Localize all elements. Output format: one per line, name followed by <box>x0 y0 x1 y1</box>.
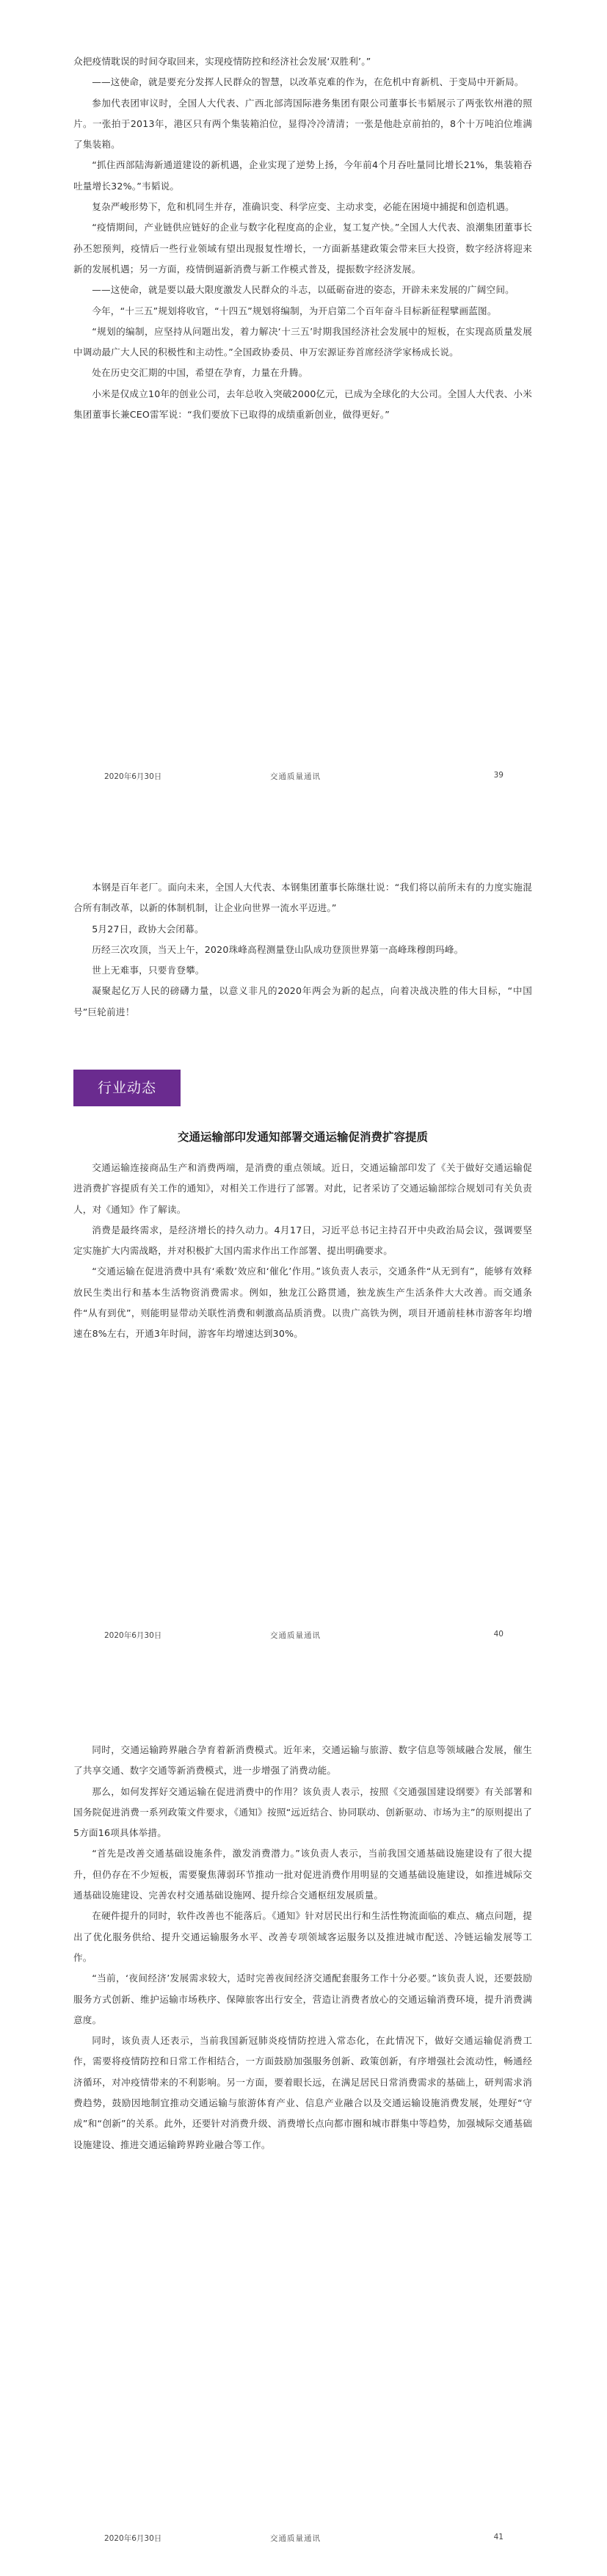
footer-date: 2020年6月30日 <box>104 2534 162 2543</box>
paragraph: 同时，该负责人还表示，当前我国新冠肺炎疫情防控进入常态化，在此情况下，做好交通运输促消费工作，需要将疫情防控和日常工作相结合，一方面鼓励加强服务创新、政策创新，有序增强社会流动性，畅通经济循环，对冲疫情带来的不利影响。另一方面，要着眼长远，在满足居民日常消费需求的基础上，研判需求消费趋势，鼓励因地制宜推动交通运输与旅游体育产业、信息产业融合以及交通运输设施消费发展，处理好“守成”和“创新”的关系。此外，还要针对消费升级、消费增长点向都市圈和城市群集中等趋势，加强城际交通基础设施建设、推进交通运输跨界跨业融合等工作。 <box>73 2035 532 2150</box>
footer-page-number: 39 <box>493 771 504 780</box>
paragraph: 历经三次攻顶，当天上午，2020珠峰高程测量登山队成功登顶世界第一高峰珠穆朗玛峰。 <box>92 943 464 955</box>
footer-date: 2020年6月30日 <box>104 772 162 781</box>
page-40-body <box>73 877 532 1023</box>
paragraph: “首先是改善交通基础设施条件，激发消费潜力。”该负责人表示，当前我国交通基础设施建设有了很大提升，但仍存在不少短板，需要聚焦薄弱环节推动一批对促进消费作用明显的交通基础设施建设，如推进城际交通基础设施建设、完善农村交通基础设施网、提升综合交通枢纽发展质量。 <box>73 1848 532 1901</box>
paragraph: 5月27日，政协大会闭幕。 <box>92 923 204 935</box>
footer-publication-title: 交通质量通讯 <box>270 1631 321 1640</box>
footer-page-number: 41 <box>493 2533 504 2541</box>
page-footer <box>104 2533 504 2546</box>
paragraph: “抓住西部陆海新通道建设的新机遇，企业实现了逆势上扬，今年前4个月吞吐量同比增长21%，集装箱吞吐量增长32%。”韦韬说。 <box>73 159 532 192</box>
paragraph: 同时，交通运输跨界融合孕育着新消费模式。近年来，交通运输与旅游、数字信息等领域融合发展，催生了共享交通、数字交通等新消费模式，进一步增强了消费动能。 <box>73 1744 532 1777</box>
paragraph: 处在历史交汇期的中国，希望在孕育，力量在升腾。 <box>92 367 308 379</box>
paragraph: “规划的编制，应坚持从问题出发，着力解决‘十三五’时期我国经济社会发展中的短板，在实现高质量发展中调动最广大人民的积极性和主动性。”全国政协委员、申万宏源证券首席经济学家杨成长说。 <box>73 325 532 358</box>
page-41-body <box>73 1740 532 2155</box>
paragraph: “当前，‘夜间经济’发展需求较大，适时完善夜间经济交通配套服务工作十分必要。”该负责人说，还要鼓励服务方式创新、维护运输市场秩序、保障旅客出行安全，营造让消费者放心的交通运输消费环境，提升消费满意度。 <box>73 1973 532 2025</box>
paragraph: 在硬件提升的同时，软件改善也不能落后。《通知》针对居民出行和生活性物流面临的难点、痛点问题，提出了优化服务供给、提升交通运输服务水平、改善专项领域客运服务以及推进城市配送、冷链运输发展等工作。 <box>73 1910 532 1963</box>
page-39 <box>0 0 607 826</box>
paragraph: 消费是最终需求，是经济增长的持久动力。4月17日，习近平总书记主持召开中央政治局会议，强调要坚定实施扩大内需战略，并对积极扩大国内需求作出工作部署、提出明确要求。 <box>73 1224 532 1257</box>
article-title: 交通运输部印发通知部署交通运输促消费扩容提质 <box>177 1131 428 1144</box>
paragraph: 世上无难事，只要肯登攀。 <box>92 965 205 976</box>
paragraph: 今年，“十三五”规划将收官，“十四五”规划将编制，为开启第二个百年奋斗目标新征程擘画蓝图。 <box>92 305 497 316</box>
paragraph: 凝聚起亿万人民的磅礴力量，以意义非凡的2020年两会为新的起点，向着决战决胜的伟大目标，“中国号”巨轮前进！ <box>73 985 532 1017</box>
paragraph: 交通运输连接商品生产和消费两端，是消费的重点领域。近日，交通运输部印发了《关于做好交通运输促进消费扩容提质有关工作的通知》，对相关工作进行了部署。对此，记者采访了交通运输部综合规划司有关负责人，对《通知》作了解读。 <box>73 1162 532 1215</box>
page-39-body <box>73 51 532 425</box>
footer-date: 2020年6月30日 <box>104 1631 162 1640</box>
page-footer <box>104 1630 504 1643</box>
paragraph: 参加代表团审议时，全国人大代表、广西北部湾国际港务集团有限公司董事长韦韬展示了两张钦州港的照片。一张拍于2013年，港区只有两个集装箱泊位，显得冷冷清清；一张是他赴京前拍的，8个十万吨泊位堆满了集装箱。 <box>73 97 532 150</box>
paragraph: 本钢是百年老厂。面向未来，全国人大代表、本钢集团董事长陈继壮说：“我们将以前所未有的力度实施混合所有制改革，以新的体制机制，让企业向世界一流水平迈进。” <box>73 882 532 914</box>
paragraph: “交通运输在促进消费中具有‘乘数’效应和‘催化’作用。”该负责人表示，交通条件“从无到有”，能够有效释放民生类出行和基本生活物资消费需求。例如，独龙江公路贯通，独龙族生产生活条件大大改善。而交通条件“从有到优”，则能明显带动关联性消费和刺激高品质消费。以贵广高铁为例，项目开通前桂林市游客年均增速在8%左右，开通3年时间，游客年均增速达到30%。 <box>73 1266 532 1340</box>
paragraph: “疫情期间，产业链供应链好的企业与数字化程度高的企业，复工复产快。”全国人大代表、浪潮集团董事长孙丕恕预判，疫情后一些行业领域有望出现报复性增长，一方面新基建政策会带来巨大投资，数字经济将迎来新的发展机遇；另一方面，疫情倒逼新消费与新工作模式普及，提振数字经济发展。 <box>73 222 532 275</box>
footer-page-number: 40 <box>493 1630 504 1639</box>
paragraph: 小米是仅成立10年的创业公司，去年总收入突破2000亿元，已成为全球化的大公司。全国人大代表、小米集团董事长兼CEO雷军说：“我们要放下已取得的成绩重新创业，做得更好。” <box>73 388 532 421</box>
page-40 <box>0 826 607 1688</box>
footer-publication-title: 交通质量通讯 <box>270 772 321 781</box>
footer-publication-title: 交通质量通讯 <box>270 2534 321 2543</box>
paragraph: 复杂严峻形势下，危和机同生并存，准确识变、科学应变、主动求变，必能在困境中捕捉和创造机遇。 <box>92 201 515 213</box>
paragraph: 那么，如何发挥好交通运输在促进消费中的作用？该负责人表示，按照《交通强国建设纲要》有关部署和国务院促进消费一系列政策文件要求，《通知》按照“远近结合、协同联动、创新驱动、市场为主”的原则提出了5方面16项具体举措。 <box>73 1785 532 1839</box>
paragraph: ——这使命，就是要充分发挥人民群众的智慧，以改革克难的作为，在危机中育新机、于变局中开新局。 <box>92 76 524 88</box>
article-body <box>73 1158 532 1345</box>
page-41 <box>0 1688 607 2576</box>
paragraph: ——这使命，就是要以最大限度激发人民群众的斗志，以砥砺奋进的姿态，开辟未来发展的广阔空间。 <box>92 284 515 296</box>
section-tag: 行业动态 <box>73 1070 181 1106</box>
page-footer <box>104 771 504 784</box>
paragraph: 众把疫情耽误的时间夺取回来，实现疫情防控和经济社会发展‘双胜利’。” <box>73 56 371 67</box>
